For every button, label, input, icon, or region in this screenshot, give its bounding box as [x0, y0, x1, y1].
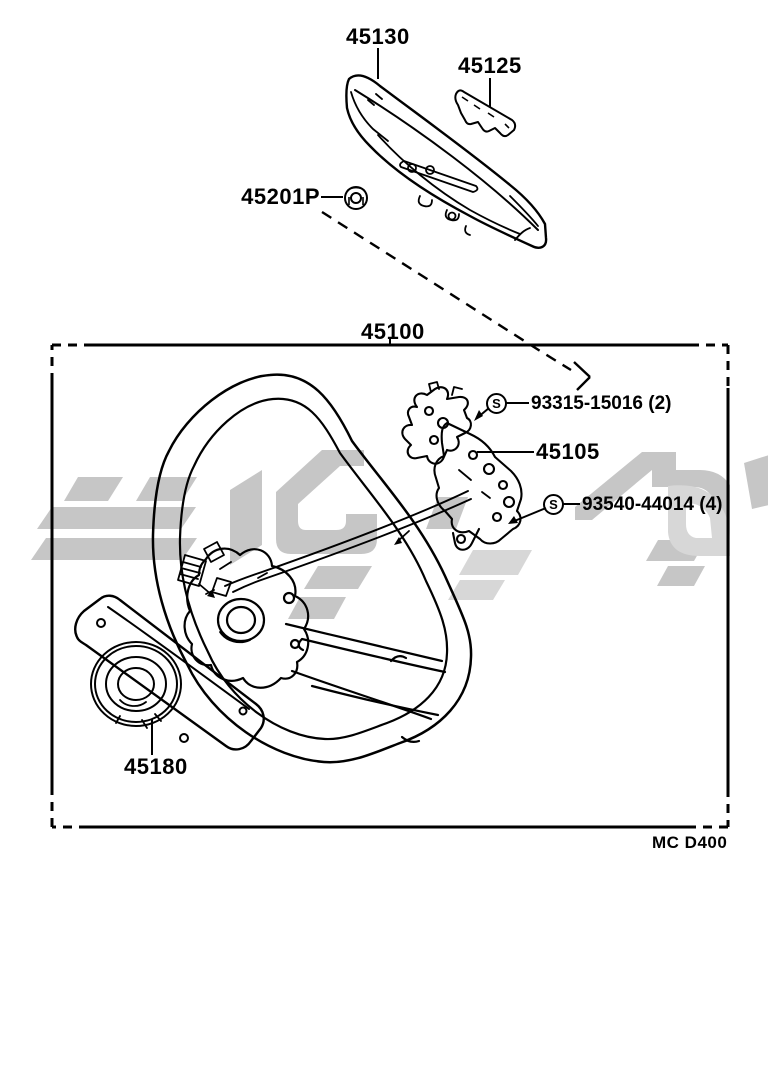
- horn-pad-drawing: [346, 75, 546, 247]
- leader-lines: [152, 48, 580, 755]
- nut-drawing: [345, 187, 367, 209]
- screw-symbol-upper: S: [486, 393, 507, 414]
- pad-clip-drawing: [455, 90, 515, 136]
- screw-symbol-lower: S: [543, 494, 564, 515]
- part-label-pad: 45130: [346, 24, 410, 49]
- assembly-box-label: 45100: [361, 319, 425, 344]
- part-label-clip: 45125: [458, 53, 522, 78]
- screw-label-upper: 93315-15016 (2): [531, 393, 672, 414]
- part-label-sensor: 45105: [536, 439, 600, 464]
- part-label-lower-cover: 45180: [124, 754, 188, 779]
- screw-label-lower: 93540-44014 (4): [582, 494, 723, 515]
- lower-cover-drawing: [75, 596, 263, 750]
- steering-wheel-drawing: [153, 375, 471, 763]
- part-label-nut: 45201P: [241, 184, 320, 209]
- nut-routing-dashed-leader: [322, 212, 590, 390]
- figure-code: MC D400: [652, 833, 728, 852]
